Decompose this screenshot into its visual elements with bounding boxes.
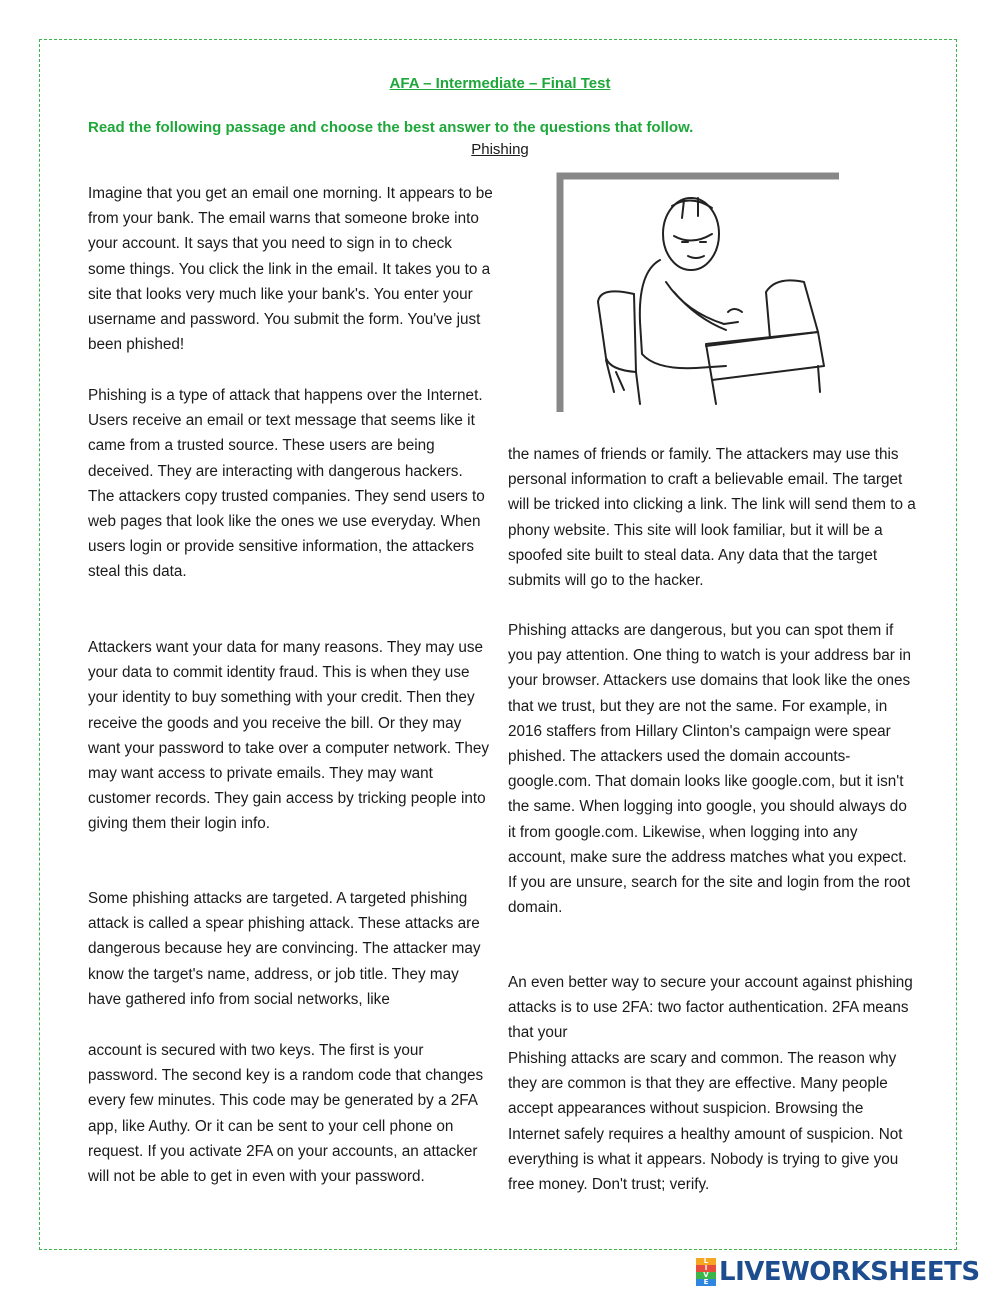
right-paragraph-4: Phishing attacks are scary and common. The reason why they are common is that they are effective. Many people accept appearances without suspicion. Browsing the Internet safely requires a healthy amount of suspicion. Not everything is what it appears. Nobody is trying to give you free money. Don't trust; verify. [508, 1050, 903, 1194]
left-paragraph-1: Imagine that you get an email one morning. It appears to be from your bank. The email warns that someone broke into your account. It says that you need to sign in to check some things. You click the link in the email. It takes you to a site that looks very much like your bank's. You enter your username and password. You submit the form. You've just been phished! [88, 185, 493, 354]
logo-text: LIVEWORKSHEETS [719, 1257, 980, 1287]
left-paragraph-2: Phishing is a type of attack that happens over the Internet. Users receive an email or text message that seems like it came from a trusted source. These users are being deceived. They are interacting with dangerous hackers. The attackers copy trusted companies. They send users to web pages that look like the ones we use everyday. When users login or provide sensitive information, the attackers steal this data. [88, 387, 485, 581]
passage-title: Phishing [471, 141, 529, 158]
right-paragraph-1: the names of friends or family. The attackers may use this personal information to craft a believable email. The target will be tricked into clicking a link. The link will send them to a phony website. This site will look familiar, but it will be a spoofed site built to steal data. Any data that the target submits will go to the hacker. [508, 446, 916, 590]
hacker-at-laptop-icon [556, 172, 841, 414]
page-title: AFA – Intermediate – Final Test [389, 75, 611, 92]
liveworksheets-logo [696, 1257, 980, 1287]
logo-mark-icon: L I V E [696, 1258, 716, 1286]
right-paragraph-3: An even better way to secure your account against phishing attacks is to use 2FA: two factor authentication. 2FA means that your [508, 974, 913, 1042]
left-paragraph-5: account is secured with two keys. The first is your password. The second key is a random code that changes every few minutes. This code may be generated by a 2FA app, like Authy. Or it can be sent to your cell phone on request. If you activate 2FA on your accounts, an attacker will not be able to get in even with your password. [88, 1042, 484, 1186]
left-paragraph-4: Some phishing attacks are targeted. A targeted phishing attack is called a spear phishing attack. These attacks are dangerous because hey are convincing. The attacker may know the target's name, address, or job title. They may have gathered info from social networks, like [88, 890, 481, 1008]
instruction-text: Read the following passage and choose the best answer to the questions that follow. [88, 119, 694, 136]
left-paragraph-3: Attackers want your data for many reasons. They may use your data to commit identity fraud. This is when they use your identity to buy something with your credit. Then they receive the goods and you receive the bill. Or they may want your password to take over a computer network. They may want access to private emails. They may want customer records. They gain access by tricking people into giving them their login info. [88, 639, 490, 833]
right-paragraph-2: Phishing attacks are dangerous, but you can spot them if you pay attention. One thing to watch is your address bar in your browser. Attackers use domains that look like the ones that we trust, but they are not the same. For example, in 2016 staffers from Hillary Clinton's campaign were spear phished. The attackers used the domain accounts-google.com. That domain looks like google.com, but it isn't the same. When logging into google, you should always do it from google.com. Likewise, when logging into any account, make sure the address matches what you expect. If you are unsure, search for the site and login from the root domain. [508, 622, 912, 917]
